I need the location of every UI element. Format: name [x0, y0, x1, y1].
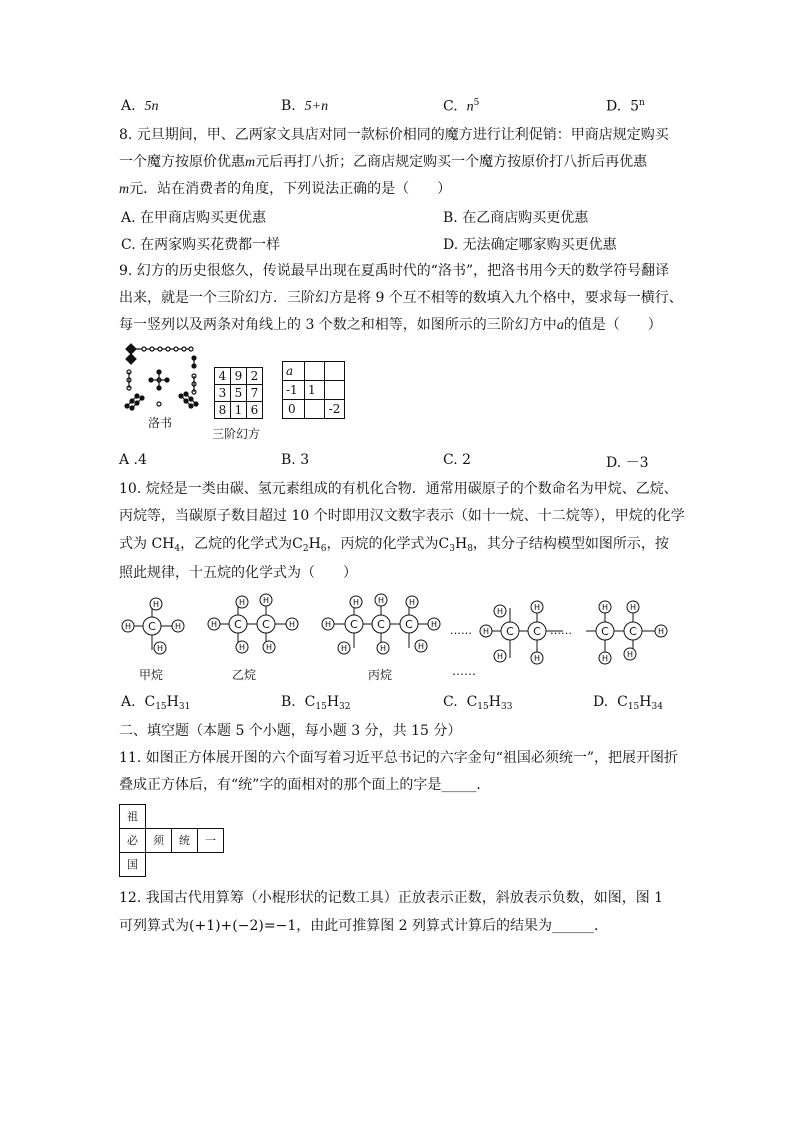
magic-cell: 7 [247, 385, 263, 402]
formula-ethane-h: H [308, 536, 321, 552]
atom-c: C [377, 618, 385, 631]
q7-option-c-exp: 5 [473, 98, 480, 108]
atom-c: C [533, 625, 541, 638]
q8-line-2 [119, 152, 647, 173]
atom-h: H [152, 600, 160, 609]
puzzle-cell [325, 362, 345, 381]
q10-option-a-h: H [166, 694, 179, 710]
formula-ethane-c: C [292, 536, 303, 552]
q7-option-d [606, 98, 645, 115]
q12-line-1: 12. 我国古代用算筹（小棍形状的记数工具）正放表示正数，斜放表示负数，如图，图 1 [119, 890, 664, 906]
q10-option-c [443, 694, 512, 712]
atom-h: H [288, 620, 296, 629]
q10-line-3-d: ，其分子结构模型如图所示，按 [472, 536, 669, 552]
puzzle-cell: -1 [283, 381, 305, 400]
q9-line-3-var: a [556, 318, 564, 333]
puzzle-square [282, 361, 345, 419]
atom-h: H [377, 596, 385, 605]
section-2-heading: 二、填空题（本题 5 个小题，每小题 3 分，共 15 分） [119, 723, 462, 739]
formula-ethane-c-sub: 2 [302, 544, 309, 554]
q10-option-d-label: D. [593, 694, 609, 710]
q10-option-b-cs: 15 [315, 702, 327, 712]
magic-cell: 8 [215, 402, 231, 419]
magic-cell: 2 [247, 368, 263, 385]
atom-h: H [496, 652, 504, 661]
q9-option-a: A .4 [119, 452, 147, 468]
atom-c: C [234, 618, 242, 631]
q7-option-d-base: 5 [630, 98, 640, 115]
atom-h: H [352, 598, 360, 607]
chain-dots: …… [550, 624, 572, 637]
q10-option-b-hs: 32 [339, 702, 351, 712]
q10-line-3-c: ，丙烷的化学式为 [326, 536, 439, 552]
magic-cell: 5 [231, 385, 247, 402]
q9-line-3-pre: 每一竖列以及两条对角线上的 3 个数之和相等，如图所示的三阶幻方中 [119, 317, 557, 333]
atom-c: C [148, 620, 156, 633]
formula-propane-h-sub: 8 [467, 544, 473, 554]
formula-methane: CH [151, 536, 175, 552]
cube-face-top: 祖 [119, 804, 146, 829]
q8-option-c: C. 在两家购买花费都一样 [121, 237, 281, 253]
q10-option-a-hs: 31 [178, 702, 191, 712]
magic-square [214, 367, 263, 419]
atom-h: H [629, 603, 637, 612]
magic-cell: 1 [231, 402, 247, 419]
q10-option-d [593, 694, 663, 712]
q7-option-c-label: C. [443, 98, 458, 115]
q8-line-3-post: 元．站在消费者的角度，下列说法正确的是（ ） [129, 181, 452, 197]
q10-option-a-c: C [144, 694, 156, 710]
atom-h: H [238, 643, 246, 652]
q11-line-1: 11. 如图正方体展开图的六个面写着习近平总书记的六字金句“祖国必须统一”，把展开图折 [119, 750, 679, 766]
q10-line-2: 丙烷等，当碳原子数目超过 10 个时即用汉文数字表示（如十一烷、十二烷等），甲烷的化学 [119, 508, 685, 524]
formula-propane-c: C [438, 536, 450, 552]
atom-c: C [405, 618, 413, 631]
atom-h: H [482, 627, 490, 636]
atom-c: C [629, 625, 637, 638]
atom-h: H [408, 598, 416, 607]
q10-line-3 [119, 534, 669, 559]
q9-line-3-post: 的值是（ ） [563, 317, 662, 333]
q8-option-d: D. 无法确定哪家购买更优惠 [443, 237, 617, 253]
atom-h: H [210, 620, 218, 629]
atom-h: H [124, 622, 132, 631]
cube-face: 须 [145, 828, 172, 853]
magic-square-caption: 三阶幻方 [212, 427, 261, 441]
cube-face: 必 [119, 828, 146, 853]
q7-option-a-text: 5n [144, 99, 159, 114]
puzzle-cell: 0 [283, 400, 305, 419]
q12-line-2-pre: 可列算式为 [119, 918, 189, 934]
atom-h: H [340, 644, 348, 653]
formula-propane-h: H [454, 536, 468, 552]
atom-h: H [626, 650, 634, 659]
q8-option-b: B. 在乙商店购买更优惠 [443, 210, 589, 226]
q7-option-a [121, 98, 158, 115]
cube-face: 统 [171, 828, 198, 853]
q12-line-2-post: ，由此可推算图 2 列算式计算后的结果为______． [296, 918, 609, 934]
alkane-molecule-diagram [116, 590, 676, 665]
formula-propane-c-sub: 3 [449, 544, 455, 554]
atom-h: H [601, 603, 609, 612]
q7-option-c [443, 98, 479, 116]
q7-option-c-base: n [466, 99, 474, 115]
q9-line-2: 出来，就是一个三阶幻方．三阶幻方是将 9 个互不相等的数填入九个格中，要求每一横行、 [119, 290, 683, 306]
puzzle-cell: a [283, 362, 305, 381]
atom-c: C [262, 618, 270, 631]
q10-line-4: 照此规律，十五烷的化学式为（ ） [119, 565, 357, 581]
caption-ethane: 乙烷 [232, 668, 257, 682]
q9-line-3 [119, 315, 662, 336]
q10-option-b-h: H [326, 694, 340, 710]
q8-line-3-var: m [119, 182, 130, 197]
atom-h: H [430, 620, 438, 629]
q8-line-2-post: 元后再打八折；乙商店规定购买一个魔方按原价打八折后再优惠 [255, 154, 648, 170]
magic-cell: 4 [215, 368, 231, 385]
chain-dots: …… [450, 624, 472, 637]
q7-option-b [281, 98, 328, 115]
q9-option-c: C. 2 [443, 452, 472, 468]
q7-option-d-label: D. [606, 98, 622, 115]
q10-option-a-cs: 15 [155, 702, 167, 712]
puzzle-cell [305, 362, 325, 381]
q7-option-b-text: 5+n [304, 99, 329, 114]
luoshu-illustration [119, 342, 201, 412]
atom-h: H [156, 644, 164, 653]
q10-option-d-cs: 15 [627, 702, 640, 712]
atom-h: H [417, 642, 425, 651]
atom-h: H [238, 598, 246, 607]
q8-line-1: 8. 元旦期间，甲、乙两家文具店对同一款标价相同的魔方进行让利促销：甲商店规定购买 [119, 127, 669, 143]
cube-net [119, 804, 223, 876]
atom-h: H [533, 603, 541, 612]
atom-c: C [506, 625, 514, 638]
magic-cell: 6 [247, 402, 263, 419]
atom-c: C [350, 618, 358, 631]
puzzle-cell: 1 [305, 381, 325, 400]
caption-dots: …… [452, 664, 476, 678]
q10-line-3-a: 式为 [119, 536, 147, 552]
atom-h: H [379, 644, 387, 653]
q12-expression: (+1)+(−2)=−1 [189, 918, 297, 934]
formula-methane-sub: 4 [174, 544, 181, 554]
q10-option-a-label: A. [121, 694, 136, 710]
q10-option-d-c: C [617, 694, 628, 710]
q10-option-b [281, 694, 351, 712]
atom-h: H [324, 620, 332, 629]
q10-option-b-c: C [304, 694, 316, 710]
q11-line-2: 叠成正方体后，有“统”字的面相对的那个面上的字是_____． [119, 777, 491, 793]
q7-option-b-label: B. [281, 98, 296, 114]
q7-option-d-exp: n [639, 98, 645, 108]
q8-line-2-pre: 一个魔方按原价优惠 [119, 154, 245, 170]
atom-h: H [601, 654, 609, 663]
q9-option-d: D. －3 [606, 455, 649, 471]
puzzle-cell [325, 381, 345, 400]
q10-option-c-h: H [488, 694, 501, 710]
q10-option-c-hs: 33 [500, 702, 513, 712]
q8-option-a: A. 在甲商店购买更优惠 [121, 210, 267, 226]
q10-option-c-label: C. [443, 694, 458, 710]
cube-face-bottom: 国 [119, 852, 146, 877]
q9-line-1: 9. 幻方的历史很悠久，传说最早出现在夏禹时代的“洛书”，把洛书用今天的数学符号翻译 [119, 263, 670, 279]
atom-h: H [174, 622, 182, 631]
caption-methane: 甲烷 [139, 668, 164, 682]
puzzle-cell: -2 [325, 400, 345, 419]
q12-line-2 [119, 916, 608, 936]
q9-option-b: B. 3 [281, 452, 310, 468]
q7-option-a-label: A. [121, 98, 136, 114]
q10-option-c-cs: 15 [477, 702, 489, 712]
caption-propane: 丙烷 [368, 668, 393, 682]
atom-h: H [533, 654, 541, 663]
magic-cell: 9 [231, 368, 247, 385]
q10-option-d-hs: 34 [651, 702, 663, 712]
atom-h: H [262, 596, 270, 605]
q10-option-b-label: B. [281, 694, 296, 710]
cube-face: 一 [197, 828, 224, 853]
q10-option-d-h: H [639, 694, 652, 710]
q10-option-c-c: C [466, 694, 478, 710]
atom-h: H [496, 607, 504, 616]
atom-h: H [657, 627, 665, 636]
atom-c: C [601, 625, 609, 638]
q10-line-1: 10. 烷烃是一类由碳、氢元素组成的有机化合物．通常用碳原子的个数命名为甲烷、乙烷、 [119, 481, 678, 497]
q8-line-2-var: m [245, 155, 256, 170]
puzzle-cell [305, 400, 325, 419]
atom-h: H [265, 643, 273, 652]
q10-line-3-b: ，乙烷的化学式为 [180, 536, 293, 552]
magic-cell: 3 [215, 385, 231, 402]
q10-option-a [121, 694, 190, 712]
formula-ethane-h-sub: 6 [320, 544, 327, 554]
q8-line-3 [119, 179, 451, 200]
luoshu-caption: 洛书 [148, 416, 173, 430]
